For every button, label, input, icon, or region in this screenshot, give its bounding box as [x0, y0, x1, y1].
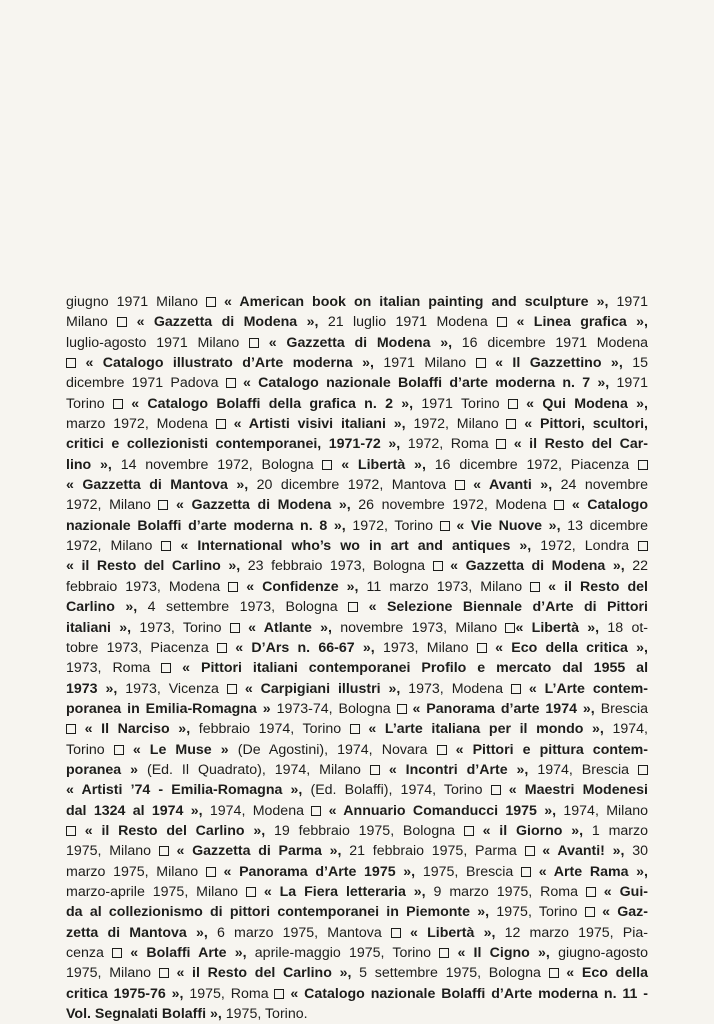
publication-details: aprile-maggio 1975, Torino — [254, 945, 440, 961]
publication-title: « Il Gazzettino », — [485, 355, 633, 372]
text-line — [66, 638, 648, 658]
publication-details: 18 ot- — [607, 619, 648, 636]
separator-square-icon — [549, 968, 559, 978]
publication-title: « Eco della — [558, 965, 648, 982]
publication-title: nazionale Bolaffi d’arte moderna n. 8 », — [66, 517, 353, 534]
publication-details: luglio-agosto 1971 Milano — [66, 334, 250, 351]
publication-title: « Annuario Comanducci 1975 », — [321, 802, 564, 819]
text-line — [66, 923, 648, 943]
publication-details: marzo 1972, Modena — [66, 416, 216, 433]
publication-details: 1975, Torino — [496, 904, 585, 921]
publication-title: « Maestri Modenesi — [500, 782, 649, 799]
separator-square-icon — [113, 399, 123, 409]
publication-title: « Qui Modena », — [517, 395, 648, 412]
publication-details: Torino — [66, 741, 114, 758]
publication-title: poranea » — [66, 761, 147, 778]
separator-square-icon — [476, 358, 486, 368]
publication-title: « Gazzetta di Modena », — [168, 497, 359, 514]
text-line — [66, 475, 648, 495]
separator-square-icon — [477, 643, 487, 653]
text-line — [66, 618, 648, 638]
publication-details: 1971 — [616, 294, 648, 310]
separator-square-icon — [586, 887, 596, 897]
publication-title: « Libertà », — [332, 456, 435, 473]
publication-title: « Panorama d’arte 1974 », — [406, 700, 601, 717]
bibliography-text — [66, 292, 648, 1024]
separator-square-icon — [440, 521, 450, 531]
separator-square-icon — [508, 399, 518, 409]
publication-title: « il Resto del Car- — [506, 436, 649, 453]
separator-square-icon — [638, 765, 648, 775]
publication-details: 1974, Brescia — [537, 761, 638, 778]
publication-details: Brescia — [600, 700, 648, 717]
publication-details: giugno-agosto — [558, 945, 648, 961]
text-line — [66, 1004, 648, 1024]
publication-title: « Catalogo nazionale Bolaffi d’arte moderna n. 7 », — [235, 375, 617, 392]
publication-title: « Selezione Biennale d’Arte di Pittori — [358, 599, 649, 616]
publication-details: 1974, Milano — [563, 802, 649, 819]
publication-title: « Confidenze », — [238, 578, 367, 595]
publication-title: « Pittori e pittura contem- — [446, 741, 648, 758]
publication-details: 22 — [632, 558, 649, 575]
separator-square-icon — [391, 928, 401, 938]
separator-square-icon — [638, 541, 648, 551]
separator-square-icon — [370, 765, 380, 775]
publication-details: 9 marzo 1975, Roma — [433, 883, 586, 900]
text-line — [66, 434, 648, 454]
publication-title: « D’Ars n. 66-67 », — [226, 639, 383, 656]
publication-details: 19 febbraio 1975, Bologna — [273, 822, 464, 839]
separator-square-icon — [464, 826, 474, 836]
publication-title: « Catalogo nazionale Bolaffi d’Arte moderna n. 11 - — [284, 985, 649, 1002]
separator-square-icon — [66, 826, 76, 836]
publication-title: critici e collezionisti contemporanei, 1971-72 », — [66, 436, 408, 453]
publication-title: « Panorama d’Arte 1975 », — [215, 863, 423, 880]
publication-details: 20 dicembre 1972, Mantova — [256, 477, 455, 494]
publication-details: cenza — [66, 945, 113, 961]
text-line — [66, 333, 648, 353]
text-line — [66, 679, 648, 699]
separator-square-icon — [216, 419, 226, 429]
text-line — [66, 373, 648, 393]
publication-details: 1974, — [612, 721, 648, 738]
publication-title: « Catalogo Bolaffi della grafica n. 2 », — [122, 395, 422, 412]
publication-title: « Catalogo illustrato d’Arte moderna », — [76, 355, 384, 372]
text-line — [66, 841, 648, 861]
publication-details: 1972, Torino — [352, 517, 440, 534]
publication-title: « Gazzetta di Parma », — [168, 843, 350, 860]
publication-details: 1973, Roma — [66, 660, 162, 677]
publication-title: « Eco della critica », — [486, 639, 648, 656]
publication-title: Vol. Segnalati Bolaffi », — [66, 1006, 226, 1023]
publication-details: 1971 — [616, 375, 648, 392]
separator-square-icon — [491, 785, 501, 795]
publication-title: dal 1324 al 1974 », — [66, 802, 210, 819]
publication-details: febbraio 1973, Modena — [66, 578, 229, 595]
publication-title: « Linea grafica », — [507, 314, 648, 331]
publication-title: « il Giorno », — [473, 822, 592, 839]
publication-title: « il Resto del — [540, 578, 648, 595]
text-line — [66, 760, 648, 780]
publication-title: « Gazzetta di Modena », — [127, 314, 328, 331]
publication-details: 1972, Roma — [407, 436, 497, 453]
separator-square-icon — [506, 419, 516, 429]
publication-title: « Il Cigno », — [449, 945, 559, 961]
separator-square-icon — [348, 602, 358, 612]
publication-title: « Vie Nuove », — [449, 517, 568, 534]
publication-details: giugno 1971 Milano — [66, 294, 206, 310]
publication-title: « il Resto del Carlino », — [168, 965, 360, 982]
publication-title: zetta di Mantova », — [66, 924, 217, 941]
text-line — [66, 455, 648, 475]
publication-details: 21 febbraio 1975, Parma — [349, 843, 525, 860]
separator-square-icon — [112, 948, 122, 958]
publication-title: « L’Arte contem- — [520, 680, 648, 697]
separator-square-icon — [206, 867, 216, 877]
separator-square-icon — [206, 297, 216, 307]
publication-details: 21 luglio 1971 Modena — [327, 314, 498, 331]
publication-details: 1972, Milano — [66, 538, 162, 555]
publication-details: 30 — [632, 843, 648, 860]
publication-details: 1971 Milano — [383, 355, 476, 372]
publication-details: 14 novembre 1972, Bologna — [120, 456, 323, 473]
separator-square-icon — [455, 480, 465, 490]
separator-square-icon — [497, 317, 507, 327]
publication-title: « Gui- — [595, 883, 648, 900]
publication-details: (De Agostini), 1974, Novara — [237, 741, 437, 758]
text-line — [66, 943, 648, 963]
separator-square-icon — [158, 500, 168, 510]
text-line — [66, 882, 648, 902]
text-line — [66, 801, 648, 821]
publication-details: 1973, Vicenza — [125, 680, 227, 697]
publication-title: « Bolaffi Arte », — [122, 945, 255, 961]
separator-square-icon — [66, 724, 76, 734]
publication-details: 1975, Milano — [66, 843, 159, 860]
text-line — [66, 597, 648, 617]
separator-square-icon — [246, 887, 256, 897]
publication-details: 15 — [632, 355, 648, 372]
publication-title: « Avanti! », — [534, 843, 633, 860]
publication-title: « Carpigiani illustri », — [236, 680, 409, 697]
publication-title: « Gazzetta di Modena », — [442, 558, 633, 575]
separator-square-icon — [350, 724, 360, 734]
publication-title: « Gazzetta di Modena », — [259, 334, 462, 351]
separator-square-icon — [66, 358, 76, 368]
publication-details: 16 dicembre 1971 Modena — [461, 334, 648, 351]
publication-details: 1975, Roma — [189, 985, 275, 1002]
publication-details: 4 settembre 1973, Bologna — [147, 599, 349, 616]
separator-square-icon — [397, 704, 407, 714]
publication-title: « Pittori italiani contemporanei Profilo e mercato dal 1955 al — [171, 660, 649, 677]
publication-title: poranea in Emilia-Romagna » — [66, 700, 277, 717]
separator-square-icon — [217, 643, 227, 653]
publication-title: « L’arte italiana per il mondo », — [359, 721, 613, 738]
separator-square-icon — [159, 846, 169, 856]
publication-details: 26 novembre 1972, Modena — [358, 497, 555, 514]
separator-square-icon — [525, 846, 535, 856]
publication-details: 1974, Modena — [209, 802, 312, 819]
publication-details: 1972, Londra — [540, 538, 638, 555]
text-line — [66, 292, 648, 312]
publication-title: 1973 », — [66, 680, 126, 697]
separator-square-icon — [249, 338, 259, 348]
separator-square-icon — [437, 745, 447, 755]
publication-details: 1973, Modena — [408, 680, 511, 697]
publication-details: 1973-74, Bologna — [276, 700, 397, 717]
text-line — [66, 536, 648, 556]
publication-details: (Ed. Il Quadrato), 1974, Milano — [146, 761, 370, 778]
publication-title: « il Resto del Carlino », — [66, 558, 248, 575]
separator-square-icon — [585, 907, 595, 917]
separator-square-icon — [554, 500, 564, 510]
publication-title: « Il Narciso », — [76, 721, 199, 738]
text-line — [66, 577, 648, 597]
publication-details: 1 marzo — [591, 822, 648, 839]
publication-details: dicembre 1971 Padova — [66, 375, 226, 392]
publication-title: « Gazzetta di Mantova », — [66, 477, 257, 494]
publication-title: « il Resto del Carlino », — [76, 822, 274, 839]
publication-title: « Atlante », — [239, 619, 341, 636]
separator-square-icon — [521, 867, 531, 877]
publication-title: « Artisti ’74 - Emilia-Romagna », — [66, 782, 311, 799]
separator-square-icon — [311, 806, 321, 816]
publication-title: « Libertà », — [400, 924, 505, 941]
publication-details: novembre 1973, Milano — [340, 619, 506, 636]
publication-details: 24 novembre — [560, 477, 648, 494]
publication-title: « Incontri d’Arte », — [379, 761, 538, 778]
text-line — [66, 516, 648, 536]
separator-square-icon — [638, 460, 648, 470]
separator-square-icon — [505, 623, 515, 633]
separator-square-icon — [322, 460, 332, 470]
text-line — [66, 719, 648, 739]
publication-title: « Le Muse » — [123, 741, 238, 758]
publication-details: Torino — [66, 395, 113, 412]
publication-title: « Catalogo — [564, 497, 648, 514]
separator-square-icon — [227, 684, 237, 694]
separator-square-icon — [228, 582, 238, 592]
text-line — [66, 821, 648, 841]
text-line — [66, 862, 648, 882]
separator-square-icon — [511, 684, 521, 694]
publication-details: 23 febbraio 1973, Bologna — [247, 558, 433, 575]
separator-square-icon — [117, 317, 127, 327]
publication-details: 1972, Milano — [66, 497, 159, 514]
publication-title: « Avanti », — [464, 477, 561, 494]
text-line — [66, 414, 648, 434]
separator-square-icon — [161, 541, 171, 551]
publication-details: marzo 1975, Milano — [66, 863, 206, 880]
publication-title: « Arte Rama », — [531, 863, 648, 880]
separator-square-icon — [226, 378, 236, 388]
publication-details: 1975, Torino. — [225, 1006, 308, 1023]
publication-details: febbraio 1974, Torino — [198, 721, 350, 738]
publication-details: 13 dicembre — [567, 517, 648, 534]
text-line — [66, 740, 648, 760]
text-line — [66, 495, 648, 515]
publication-title: « American book on italian painting and sculpture », — [216, 294, 617, 310]
publication-title: Carlino », — [66, 599, 148, 616]
publication-title: « La Fiera letteraria », — [255, 883, 434, 900]
publication-title: da al collezionismo di pittori contemporanei in Piemonte », — [66, 904, 497, 921]
publication-details: 1975, Brescia — [422, 863, 522, 880]
text-line — [66, 353, 648, 373]
separator-square-icon — [159, 968, 169, 978]
publication-title: critica 1975-76 », — [66, 985, 190, 1002]
text-line — [66, 963, 648, 983]
separator-square-icon — [433, 561, 443, 571]
publication-title: italiani », — [66, 619, 140, 636]
publication-title: lino », — [66, 456, 121, 473]
publication-details: 12 marzo 1975, Pia- — [504, 924, 648, 941]
publication-title: « Libertà », — [515, 619, 608, 636]
publication-details: Milano — [66, 314, 118, 331]
separator-square-icon — [114, 745, 124, 755]
text-line — [66, 984, 648, 1004]
publication-details: 1973, Torino — [139, 619, 230, 636]
text-line — [66, 658, 648, 678]
publication-details: 16 dicembre 1972, Piacenza — [434, 456, 638, 473]
publication-details: 5 settembre 1975, Bologna — [359, 965, 549, 982]
publication-title: « Gaz- — [594, 904, 648, 921]
publication-title: « International who’s wo in art and antiques », — [171, 538, 541, 555]
publication-details: 1971 Torino — [421, 395, 508, 412]
separator-square-icon — [496, 439, 506, 449]
separator-square-icon — [439, 948, 449, 958]
separator-square-icon — [230, 623, 240, 633]
publication-title: « Artisti visivi italiani », — [225, 416, 414, 433]
publication-details: 1973, Milano — [383, 639, 477, 656]
text-line — [66, 312, 648, 332]
publication-details: 1975, Milano — [66, 965, 159, 982]
publication-details: 6 marzo 1975, Mantova — [216, 924, 391, 941]
text-line — [66, 902, 648, 922]
text-line — [66, 556, 648, 576]
separator-square-icon — [530, 582, 540, 592]
separator-square-icon — [274, 989, 284, 999]
text-line — [66, 394, 648, 414]
text-line — [66, 780, 648, 800]
text-line — [66, 699, 648, 719]
publication-details: 11 marzo 1973, Milano — [366, 578, 531, 595]
publication-details: tobre 1973, Piacenza — [66, 639, 217, 656]
publication-title: « Pittori, scultori, — [516, 416, 648, 433]
separator-square-icon — [161, 663, 171, 673]
publication-details: marzo-aprile 1975, Milano — [66, 883, 246, 900]
publication-details: (Ed. Bolaffi), 1974, Torino — [310, 782, 491, 799]
publication-details: 1972, Milano — [413, 416, 507, 433]
